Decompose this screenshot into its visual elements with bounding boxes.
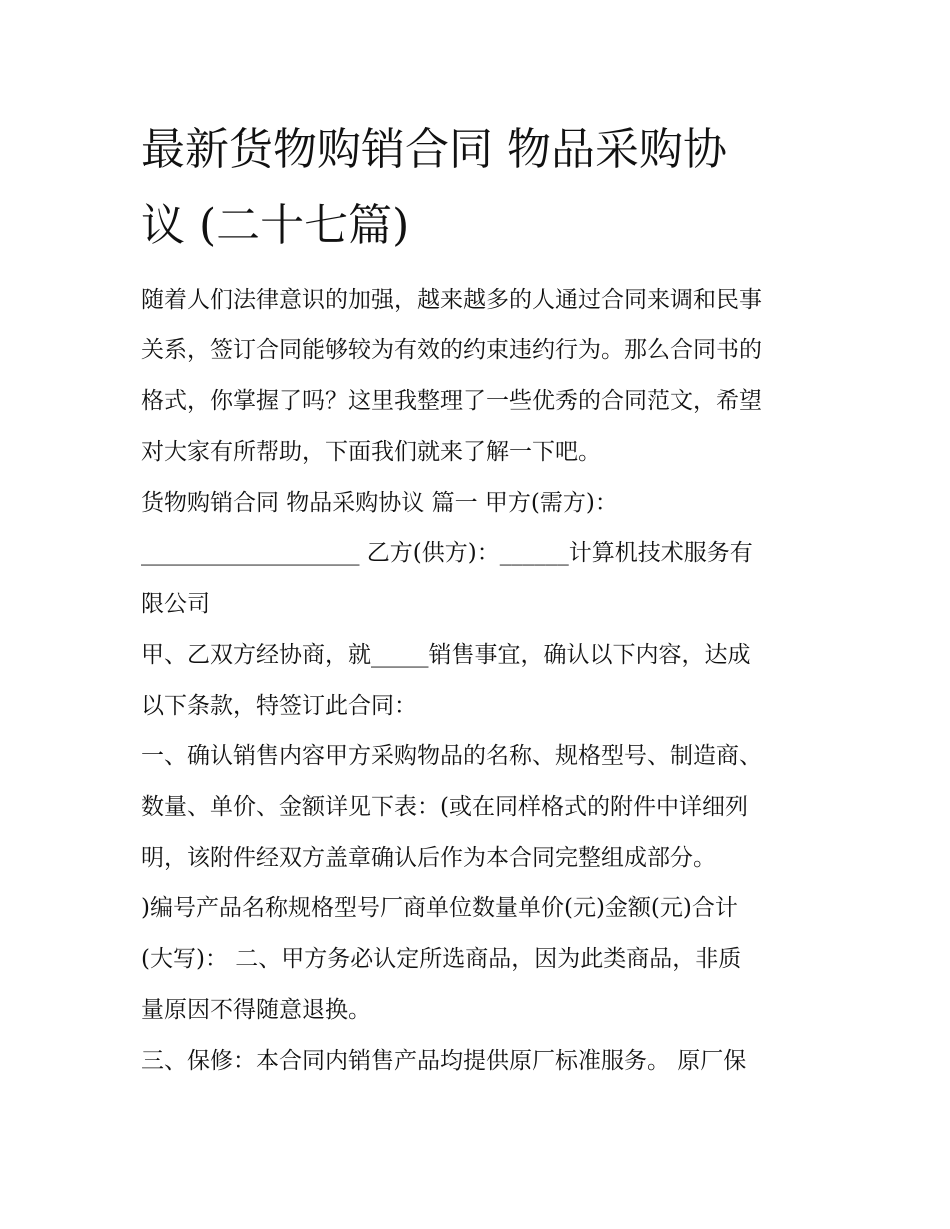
body-line-14: (大写)： 二、甲方务必认定所选商品，因为此类商品，非质 <box>141 946 742 972</box>
body-line-13: )编号产品名称规格型号厂商单位数量单价(元)金额(元)合计 <box>141 895 738 921</box>
body-line-12: 明，该附件经双方盖章确认后作为本合同完整组成部分。 <box>141 845 716 871</box>
body-line-15: 量原因不得随意退换。 <box>141 997 371 1023</box>
body-line-4: 对大家有所帮助，下面我们就来了解一下吧。 <box>141 439 601 465</box>
body-line-9: 以下条款，特签订此合同： <box>141 693 417 719</box>
document-title <box>141 112 841 264</box>
body-line-6: ___________________ 乙方(供方)：______计算机技术服务有 <box>141 540 753 566</box>
body-line-7: 限公司 <box>141 591 210 617</box>
body-line-10: 一、确认销售内容甲方采购物品的名称、规格型号、制造商、 <box>141 743 762 769</box>
body-line-11: 数量、单价、金额详见下表：(或在同样格式的附件中详细列 <box>141 794 748 820</box>
body-line-2: 关系，签订合同能够较为有效的约束违约行为。那么合同书的 <box>141 337 762 363</box>
body-line-8: 甲、乙双方经协商，就_____销售事宜，确认以下内容，达成 <box>141 642 751 668</box>
title-line-1: 最新货物购销合同 物品采购协 <box>141 124 727 175</box>
body-line-1: 随着人们法律意识的加强，越来越多的人通过合同来调和民事 <box>141 287 762 313</box>
body-line-16: 三、保修：本合同内销售产品均提供原厂标准服务。 原厂保 <box>141 1048 747 1074</box>
body-line-3: 格式，你掌握了吗？这里我整理了一些优秀的合同范文，希望 <box>141 388 762 414</box>
body-line-5: 货物购销合同 物品采购协议 篇一 甲方(需方)： <box>141 490 618 516</box>
title-line-2: 议 (二十七篇) <box>141 200 410 251</box>
